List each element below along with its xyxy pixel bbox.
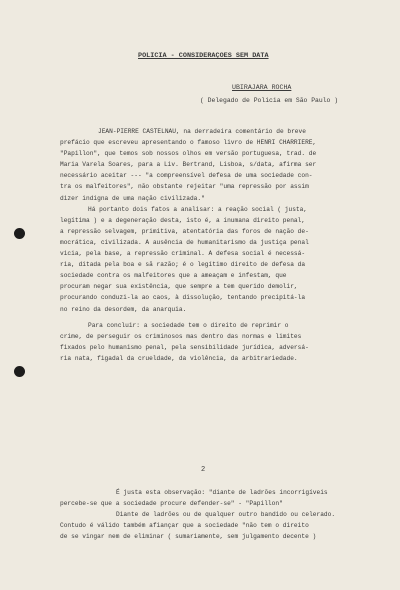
document-title: POLICIA - CONSIDERAÇOES SEM DATA	[138, 52, 269, 60]
text-line: legítima ) e a degeneração desta, isto é, a inumana direito penal,	[60, 216, 306, 224]
binder-hole-top	[14, 228, 25, 239]
text-line: Diante de ladrões ou de qualquer outro bandido ou celerado.	[116, 511, 336, 519]
text-line: fixados pelo humanismo penal, pela sensibilidade jurídica, adversá-	[60, 343, 309, 351]
text-line: Contudo é válido também afiançar que a sociedade "não tem o direito	[60, 522, 309, 530]
text-line: Para concluir: a sociedade tem o direito de reprimir o	[88, 321, 289, 329]
text-line: "Papillon", que temos sob nossos olhos em versão portuguesa, trad. de	[60, 150, 317, 158]
text-line: a repressão selvagem, primitiva, atentatória das foros de nação de-	[60, 227, 309, 235]
text-line: É justa esta observação: "diante de ladrões incorrigíveis	[116, 489, 328, 496]
text-line: necessário aceitar --- "a compreensível defesa de uma sociedade con-	[60, 172, 313, 180]
text-line: ria, ditada pela boa e sã razão; é o legítimo direito de defesa da	[60, 261, 306, 269]
text-line: JEAN-PIERRE CASTELNAU, na derradeira comentário de breve	[98, 128, 306, 135]
text-line: ria nata, figadal da crueldade, da violência, da arbitrariedade.	[60, 354, 298, 362]
text-line: de se vingar nem de eliminar ( sumariamente, sem julgamento decente )	[60, 533, 317, 541]
text-line: prefácio que escreveu apresentando o famoso livro de HENRI CHARRIERE,	[60, 139, 317, 147]
text-line: mocrática, civilizada. A ausência de humanitarismo da justiça penal	[60, 238, 309, 246]
text-line: Há portanto dois fatos a analisar: a reação social ( justa,	[88, 205, 308, 213]
text-line: tra os malfeitores", não obstante rejeitar "uma repressão por assim	[60, 183, 309, 191]
text-line: sociedade contra os malfeitores que a ameaçam e infestam, que	[60, 272, 287, 280]
text-line: crime, de perseguir os criminosos mas dentro das normas e limites	[60, 332, 302, 340]
author-name: UBIRAJARA ROCHA	[232, 84, 292, 91]
text-line: Maria Varela Soares, para a Liv. Bertrand, Lisboa, s/data, afirma ser	[60, 161, 317, 169]
text-line: vicia, pela base, a repressão criminal. A defesa social é necessá-	[60, 250, 306, 258]
text-line: procuram negar sua existência, que sempre a tem querido demolir,	[60, 283, 298, 291]
section-1-text	[60, 126, 386, 364]
section-2-text	[60, 487, 386, 542]
binder-hole-bottom	[14, 366, 25, 377]
section-number: 2	[201, 466, 206, 474]
text-line: dizer indigna de uma nação civilizada."	[60, 194, 205, 202]
text-line: no reino da desordem, da anarquia.	[60, 305, 187, 313]
text-line: percebe-se que a sociedade procure defender-se" - "Papillon"	[60, 500, 283, 508]
author-role: ( Delegado de Policia em São Paulo )	[200, 97, 339, 104]
text-line: procurando conduzi-la ao caos, à dissolução, tentando precipitá-la	[60, 294, 306, 302]
